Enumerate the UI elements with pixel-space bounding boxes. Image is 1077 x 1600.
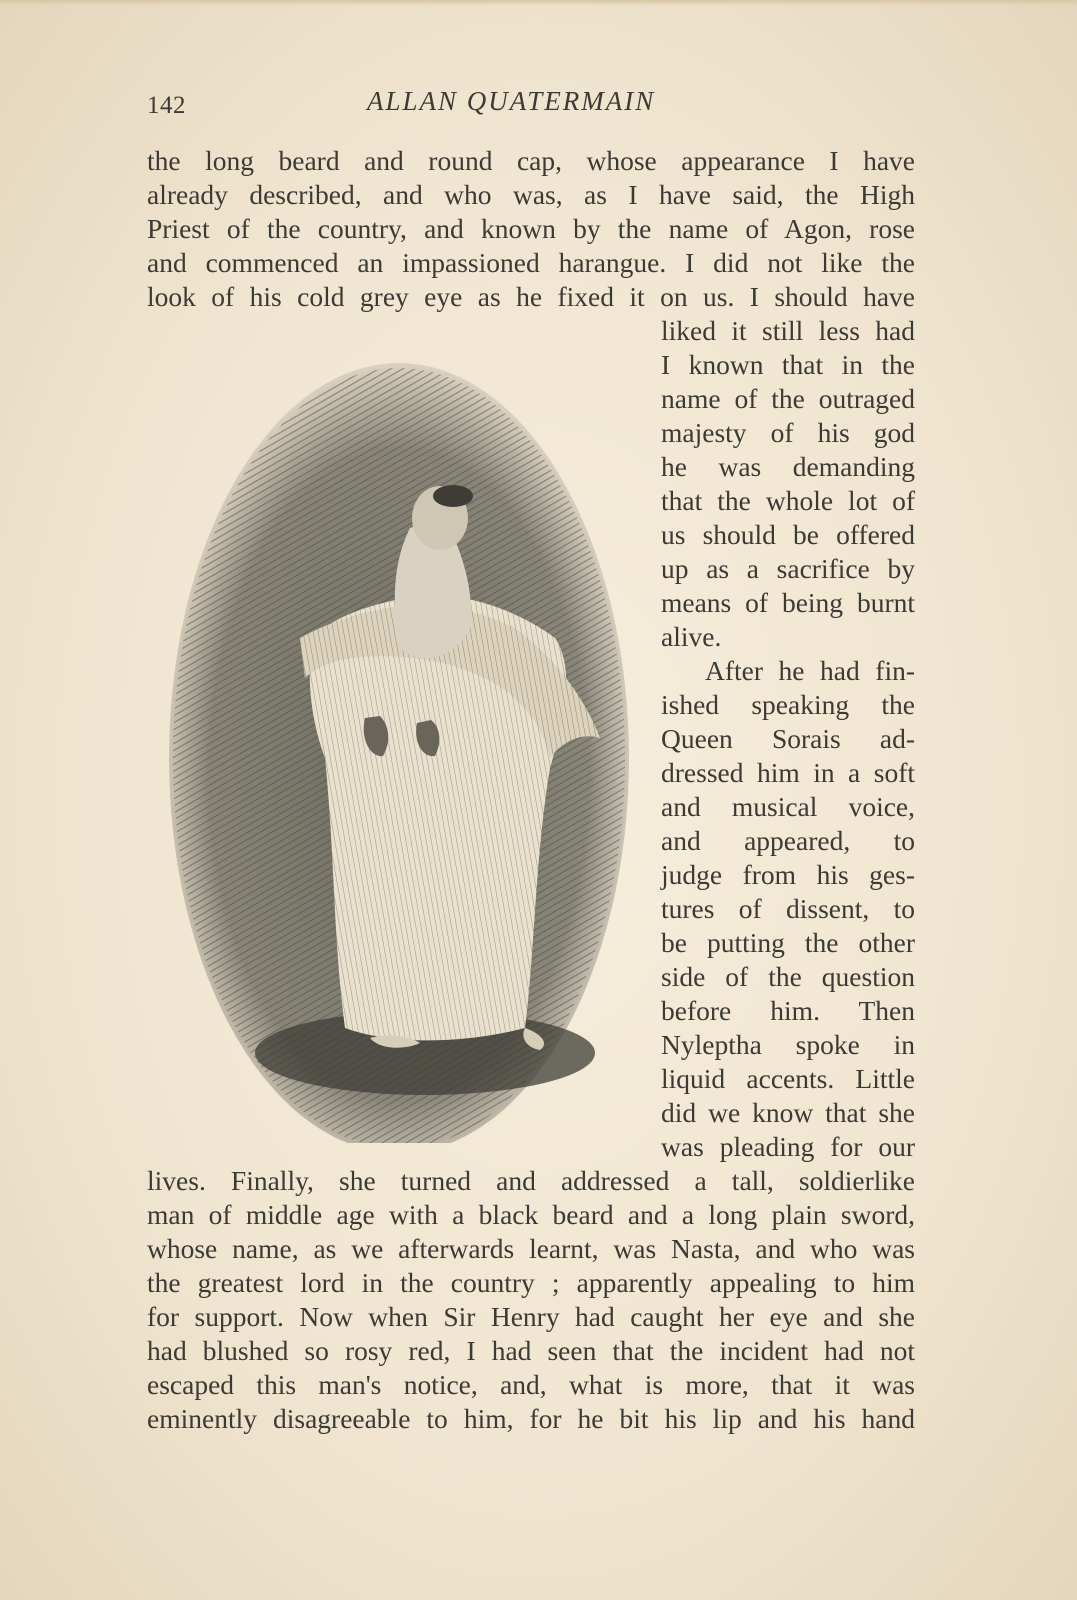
round-cap [433,485,473,507]
body-line: lives. Finally, she turned and addressed a tall, soldierlike [147,1165,915,1196]
body-line: liked it still less had [661,315,915,346]
engraving-illustration [155,338,643,1143]
body-line: up as a sacrifice by [661,553,915,584]
body-line: Priest of the country, and known by the name of Agon, rose [147,213,915,244]
body-line: for support. Now when Sir Henry had caught her eye and she [147,1301,915,1332]
body-line: man of middle age with a black beard and a long plain sword, [147,1199,915,1230]
body-line: judge from his ges- [661,859,915,890]
running-title: ALLAN QUATERMAIN [367,86,656,116]
body-line: the greatest lord in the country ; apparently appealing to him [147,1267,915,1298]
body-line: Queen Sorais ad- [661,723,915,754]
page-number: 142 [147,92,186,119]
body-line: us should be offered [661,519,915,550]
body-line: whose name, as we afterwards learnt, was Nasta, and who was [147,1233,915,1264]
body-line: be putting the other [661,927,915,958]
body-line: and musical voice, [661,791,915,822]
body-line: before him. Then [661,995,915,1026]
body-line: had blushed so rosy red, I had seen that the incident had not [147,1335,915,1366]
body-line: means of being burnt [661,587,915,618]
body-line: did we know that she [661,1097,915,1128]
body-line: Nyleptha spoke in [661,1029,915,1060]
body-line: liquid accents. Little [661,1063,915,1094]
body-line: majesty of his god [661,417,915,448]
body-line: ished speaking the [661,689,915,720]
body-line: eminently disagreeable to him, for he bit his lip and his hand [147,1403,915,1434]
body-line: was pleading for our [661,1131,915,1162]
high-priest-engraving [155,338,643,1143]
body-line: tures of dissent, to [661,893,915,924]
body-line: name of the outraged [661,383,915,414]
body-line: look of his cold grey eye as he fixed it on us. I should have [147,281,915,312]
paragraph-start: After he had fin- [705,655,915,686]
body-line: side of the question [661,961,915,992]
body-line: already described, and who was, as I have said, the High [147,179,915,210]
body-line: I known that in the [661,349,915,380]
body-line: dressed him in a soft [661,757,915,788]
body-line: the long beard and round cap, whose appearance I have [147,145,915,176]
body-line: that the whole lot of [661,485,915,516]
body-line: and appeared, to [661,825,915,856]
body-line: he was demanding [661,451,915,482]
body-line: alive. [661,621,722,652]
page-header [147,86,933,120]
page-edge [0,0,1077,6]
body-line: and commenced an impassioned harangue. I did not like the [147,247,915,278]
body-line: escaped this man's notice, and, what is more, that it was [147,1369,915,1400]
